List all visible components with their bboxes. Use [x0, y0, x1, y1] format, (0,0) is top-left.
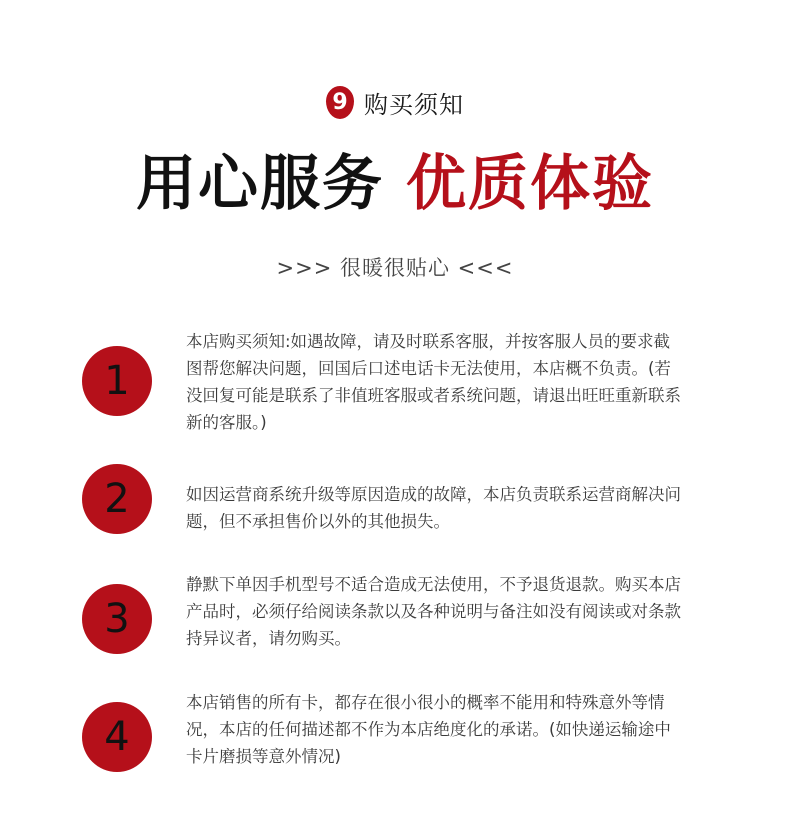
number-circle-2: 2 — [82, 464, 152, 534]
notice-text-4: 本店销售的所有卡，都存在很小很小的概率不能用和特殊意外等情况，本店的任何描述都不作为本店绝度化的承诺。(如快递运输途中卡片磨损等意外情况) — [186, 693, 671, 766]
headline-dark: 用心服务 — [136, 149, 384, 219]
section-title: 购买须知 — [364, 90, 464, 119]
number-circle-3: 3 — [82, 584, 152, 654]
number-circle-4: 4 — [82, 702, 152, 772]
notice-text-2: 如因运营商系统升级等原因造成的故障，本店负责联系运营商解决问题，但不承担售价以外的其他损失。 — [186, 485, 681, 531]
headline-red: 优质体验 — [406, 149, 654, 219]
notice-text-1: 本店购买须知:如遇故障，请及时联系客服，并按客服人员的要求截图帮您解决问题，回国后口述电话卡无法使用，本店概不负责。(若没回复可能是联系了非值班客服或者系统问题，请退出旺旺重新联系新的客服。) — [186, 332, 681, 432]
notice-text-3: 静默下单因手机型号不适合造成无法使用，不予退货退款。购买本店产品时，必须仔给阅读条款以及各种说明与备注如没有阅读或对条款持异议者，请勿购买。 — [186, 575, 681, 648]
number-circle-1: 1 — [82, 346, 152, 416]
section-number-badge: 9 — [326, 86, 354, 119]
subheadline: >>> 很暖很贴心 <<< — [276, 256, 514, 280]
